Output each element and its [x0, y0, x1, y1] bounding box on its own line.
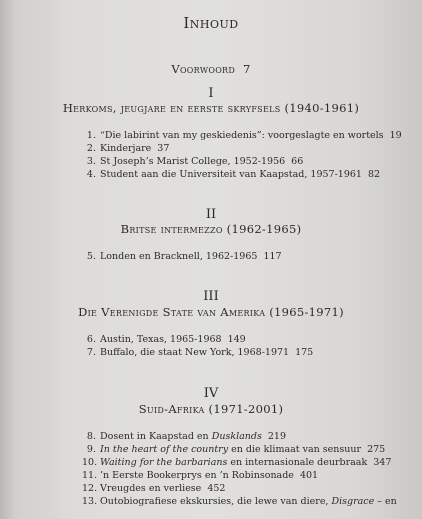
entry-page: 117 — [263, 251, 282, 262]
foreword-label: Voorwoord — [171, 62, 236, 76]
entry-number: 7. — [86, 347, 96, 358]
entry-text: Student aan die Universiteit van Kaapstad, 1957-1961 — [100, 169, 362, 180]
foreword-page: 7 — [243, 62, 251, 76]
toc-entry-12[interactable] — [84, 483, 225, 494]
entry-text: “Die labirint van my geskiedenis”: voorgeslagte en wortels — [100, 130, 384, 141]
part-3-numeral: III — [203, 289, 219, 304]
entry-number: 2. — [86, 143, 96, 154]
toc-entry-7[interactable] — [84, 347, 313, 358]
toc-entry-11[interactable] — [84, 470, 318, 481]
entry-page: 219 — [267, 431, 286, 442]
entry-page: 149 — [227, 334, 246, 345]
part-2-title: Britse intermezzo (1962-1965) — [120, 222, 302, 236]
entry-page: 452 — [207, 483, 226, 494]
toc-entry-9[interactable] — [84, 444, 385, 455]
toc-entry-6[interactable] — [84, 334, 246, 345]
entry-number: 12. — [82, 483, 98, 494]
entry-number: 11. — [82, 470, 98, 481]
entry-number: 13. — [82, 496, 98, 507]
toc-entry-8[interactable] — [84, 431, 286, 442]
entry-number: 3. — [86, 156, 96, 167]
entry-number: 10. — [82, 457, 98, 468]
entry-page: 66 — [291, 156, 304, 167]
toc-entry-3[interactable] — [84, 156, 303, 167]
entry-text: Vreugdes en verliese — [100, 483, 202, 494]
toc-entry-10[interactable] — [84, 457, 391, 468]
toc-entry-1[interactable] — [84, 130, 402, 141]
toc-entry-5[interactable] — [84, 251, 282, 262]
entry-text: Londen en Bracknell, 1962-1965 — [100, 251, 258, 262]
entry-number: 5. — [86, 251, 96, 262]
toc-entry-4[interactable] — [84, 169, 380, 180]
entry-number: 8. — [86, 431, 96, 442]
entry-page: 37 — [157, 143, 170, 154]
entry-text-italic: Dusklands — [211, 431, 262, 442]
entry-text-post: en internasionale deurbraak — [227, 457, 368, 468]
entry-page: 175 — [295, 347, 314, 358]
entry-text-post: en die klimaat van sensuur — [228, 444, 362, 455]
gutter-shadow — [0, 0, 16, 519]
entry-number: 4. — [86, 169, 96, 180]
entry-page: 275 — [367, 444, 386, 455]
entry-text: St Joseph’s Marist College, 1952-1956 — [100, 156, 286, 167]
entry-number: 1. — [86, 130, 96, 141]
entry-text: Kinderjare — [100, 143, 152, 154]
entry-text-pre: Dosent in Kaapstad en — [100, 431, 212, 442]
entry-page: 401 — [299, 470, 319, 481]
entry-text-italic: Waiting for the barbarians — [100, 457, 228, 468]
entry-text: ’n Eerste Bookerprys en ’n Robinsonade — [100, 470, 294, 481]
entry-number: 9. — [86, 444, 96, 455]
part-4-numeral: IV — [203, 386, 219, 401]
entry-page: 82 — [367, 169, 381, 180]
part-1-title: Herkoms, jeugjare en eerste skryfsels (1940-1961) — [62, 101, 360, 115]
toc-entry-13[interactable] — [84, 496, 397, 507]
entry-page: 347 — [373, 457, 392, 468]
entry-text-pre: Outobiografiese ekskursies, die lewe van diere, — [100, 496, 332, 507]
entry-text-post: – en — [374, 496, 397, 507]
part-3-title: Die Verenigde State van Amerika (1965-1971) — [78, 305, 344, 319]
entry-number: 6. — [86, 334, 96, 345]
entry-text: Buffalo, die staat New York, 1968-1971 — [100, 347, 290, 358]
entry-page: 19 — [389, 130, 402, 141]
part-4-title: Suid-Afrika (1971-2001) — [138, 402, 284, 416]
part-1-numeral: I — [208, 86, 214, 101]
part-2-numeral: II — [205, 207, 217, 222]
entry-text-italic: In the heart of the country — [100, 444, 229, 455]
foreword-line — [0, 62, 422, 76]
entry-text: Austin, Texas, 1965-1968 — [100, 334, 222, 345]
page-title: Inhoud — [183, 14, 239, 32]
entry-text-italic: Disgrace — [331, 496, 375, 507]
toc-entry-2[interactable] — [84, 143, 169, 154]
